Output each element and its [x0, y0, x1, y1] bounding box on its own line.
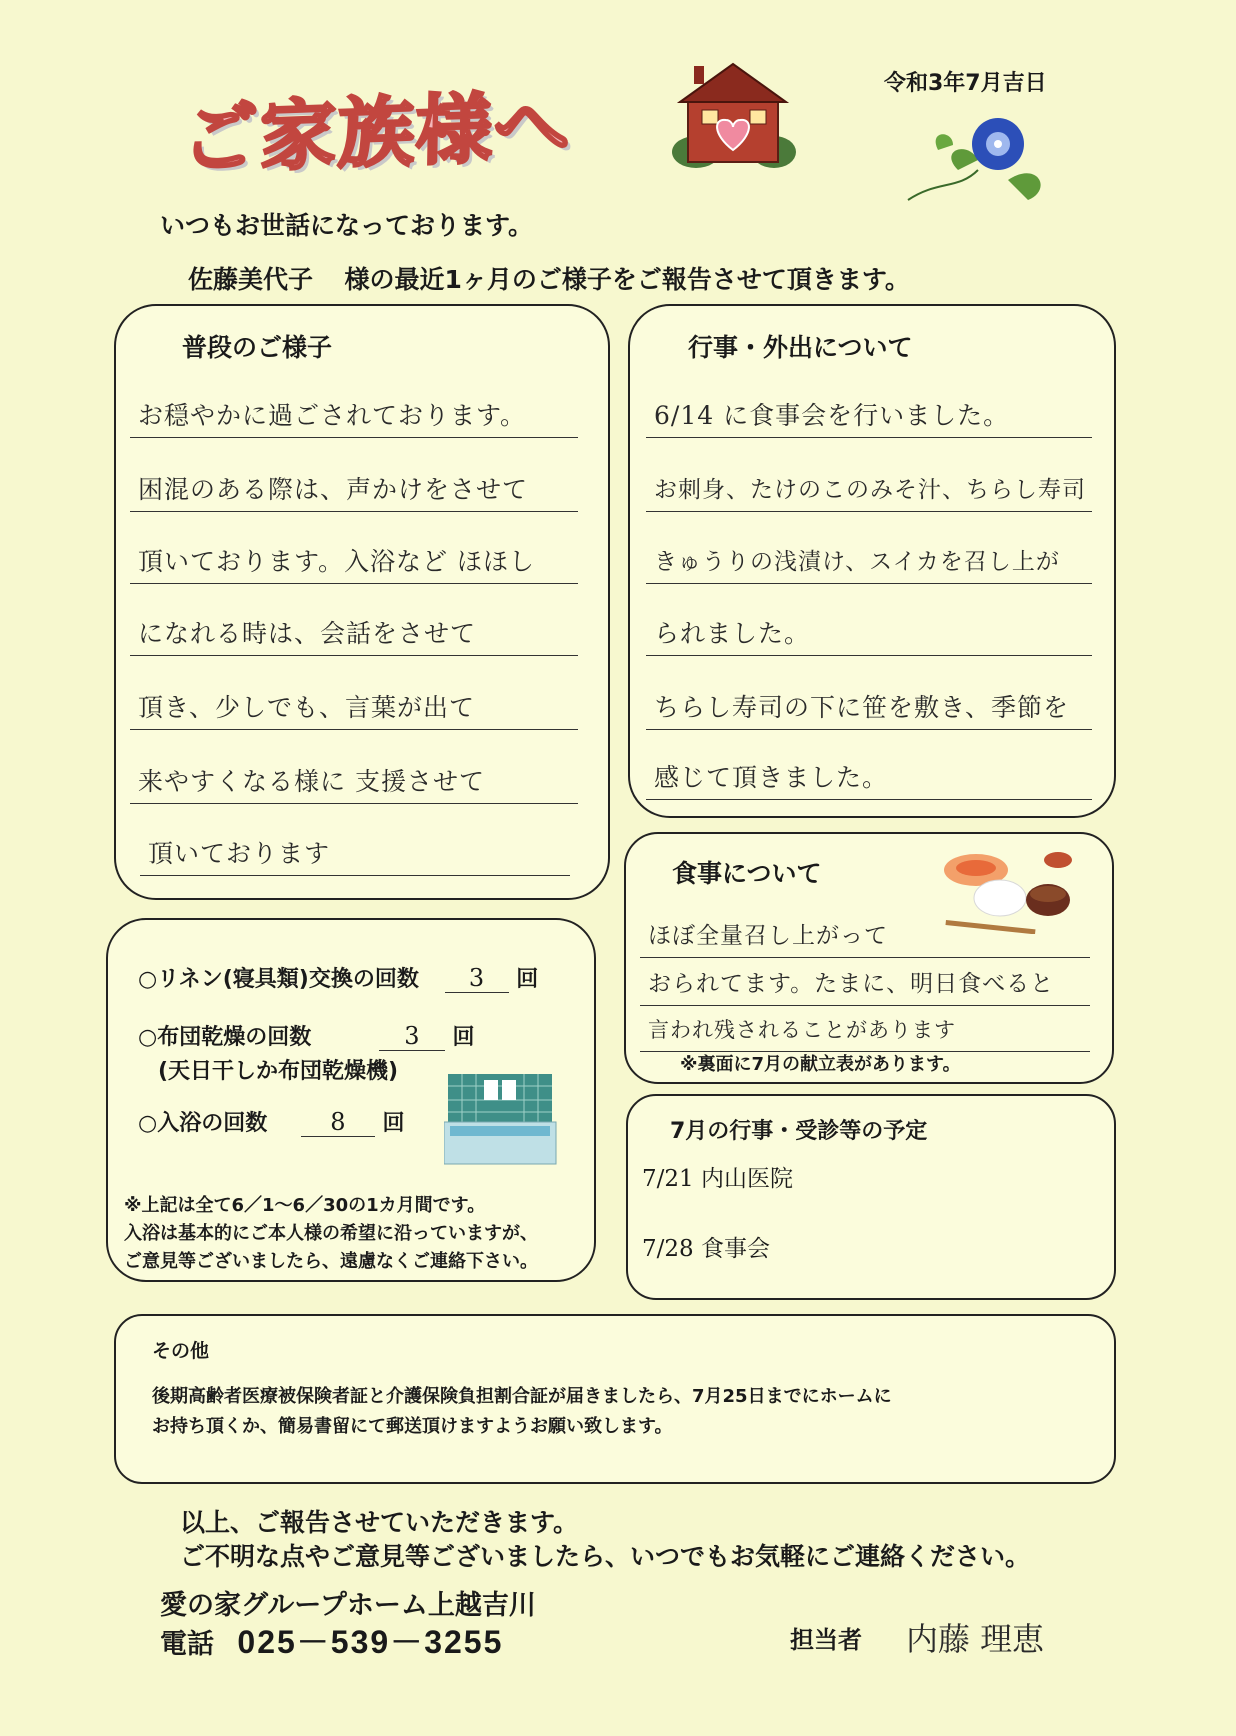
- futon-label: ○布団乾燥の回数: [138, 1025, 312, 1050]
- schedule-box: [626, 1094, 1116, 1300]
- events-line: 6/14 に食事会を行いました。: [646, 398, 1092, 438]
- events-line: られました。: [646, 616, 1092, 656]
- phone-label: 電話: [160, 1629, 214, 1660]
- stats-note-line: ご意見等ございましたら、遠慮なくご連絡下さい。: [124, 1251, 538, 1272]
- meals-line: おられてます。たまに、明日食べると: [640, 966, 1090, 1006]
- futon-count: [138, 1020, 475, 1051]
- greeting-text: いつもお世話になっております。: [160, 211, 534, 240]
- daily-line: 頂き、少しでも、言葉が出て: [130, 690, 578, 730]
- unit-label: 回: [516, 967, 539, 992]
- daily-line: 頂いております: [140, 836, 570, 876]
- futon-value: 3: [379, 1022, 445, 1051]
- other-text: [152, 1382, 892, 1442]
- closing-text: [180, 1506, 1030, 1574]
- meals-line: ほぼ全量召し上がって: [640, 918, 1090, 958]
- other-title: その他: [152, 1340, 210, 1362]
- staff-label: 担当者: [790, 1626, 862, 1654]
- schedule-title: 7月の行事・受診等の予定: [670, 1119, 928, 1144]
- page-title: ご家族様へ: [181, 81, 573, 184]
- daily-line: 頂いております。入浴など ほほし: [130, 544, 578, 584]
- other-line: お持ち頂くか、簡易書留にて郵送頂けますようお願い致します。: [152, 1416, 673, 1437]
- events-title: 行事・外出について: [688, 333, 913, 362]
- meals-title: 食事について: [672, 859, 822, 888]
- events-line: 感じて頂きました。: [646, 760, 1092, 800]
- events-line: お刺身、たけのこのみそ汁、ちらし寿司: [646, 472, 1092, 512]
- events-line: きゅうりの浅漬け、スイカを召し上が: [646, 544, 1092, 584]
- daily-line: 困混のある際は、声かけをさせて: [130, 472, 578, 512]
- schedule-item: 7/21 内山医院: [642, 1166, 793, 1192]
- house-heart-icon: [672, 58, 796, 168]
- bath-value: 8: [301, 1108, 375, 1137]
- stats-note-line: ※上記は全て6／1～6／30の1カ月間です。: [124, 1195, 486, 1216]
- daily-line: 来やすくなる様に 支援させて: [130, 764, 578, 804]
- events-box: [628, 304, 1116, 818]
- report-intro: [188, 260, 910, 296]
- schedule-item: 7/28 食事会: [642, 1236, 770, 1262]
- facility-name: 愛の家グループホーム上越吉川: [160, 1590, 536, 1621]
- unit-label: 回: [452, 1025, 475, 1050]
- contact-block: [160, 1588, 536, 1663]
- resident-name: 佐藤美代子: [188, 265, 314, 294]
- stats-box: [106, 918, 596, 1282]
- daily-condition-box: [114, 304, 610, 900]
- daily-line: になれる時は、会話をさせて: [130, 616, 578, 656]
- closing-line: 以上、ご報告させていただきます。: [180, 1508, 579, 1537]
- report-intro-text: 様の最近1ヶ月のご様子をご報告させて頂きます。: [344, 265, 910, 294]
- events-line: ちらし寿司の下に笹を敷き、季節を: [646, 690, 1092, 730]
- bath-count: [138, 1106, 405, 1137]
- meals-box: [624, 832, 1114, 1084]
- morning-glory-icon: [898, 110, 1058, 210]
- bathtub-icon: [444, 1072, 558, 1166]
- other-line: 後期高齢者医療被保険者証と介護保険負担割合証が届きましたら、7月25日までにホームに: [152, 1386, 892, 1407]
- other-box: [114, 1314, 1116, 1484]
- linen-value: 3: [445, 964, 509, 993]
- linen-count: [138, 962, 538, 993]
- linen-label: ○リネン(寝具類)交換の回数: [138, 967, 419, 992]
- unit-label: 回: [382, 1111, 405, 1136]
- stats-note: [124, 1192, 538, 1276]
- daily-condition-title: 普段のご様子: [182, 333, 333, 362]
- futon-sub: (天日干しか布団乾燥機): [158, 1059, 399, 1084]
- meals-note: ※裏面に7月の献立表があります。: [680, 1054, 961, 1075]
- meals-line: 言われ残されることがあります: [640, 1012, 1090, 1052]
- phone-row: [160, 1624, 536, 1663]
- daily-line: お穏やかに過ごされております。: [130, 398, 578, 438]
- issue-date: 令和3年7月吉日: [884, 71, 1047, 96]
- bath-label: ○入浴の回数: [138, 1111, 268, 1136]
- closing-line: ご不明な点やご意見等ございましたら、いつでもお気軽にご連絡ください。: [180, 1542, 1031, 1571]
- staff-name: 内藤 理恵: [906, 1620, 1045, 1658]
- stats-note-line: 入浴は基本的にご本人様の希望に沿っていますが、: [124, 1223, 538, 1244]
- phone-number: 025－539－3255: [237, 1624, 504, 1660]
